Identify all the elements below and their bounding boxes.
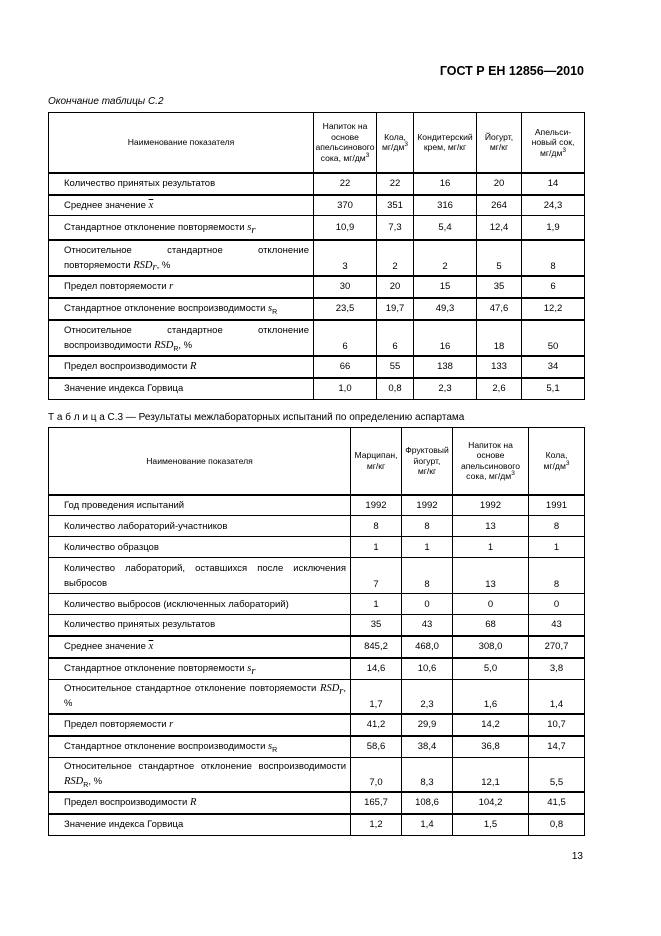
cell-value: 133 — [477, 356, 522, 378]
cell-value: 316 — [414, 195, 477, 216]
cell-value: 1992 — [402, 495, 453, 516]
cell-value: 1,0 — [314, 378, 377, 400]
cell-value: 3,8 — [529, 658, 585, 680]
row-label-text: Количество образцов — [64, 541, 159, 553]
row-label-text: Стандартное отклонение повторяемости — [64, 221, 245, 233]
table-row — [49, 658, 585, 680]
table-row — [49, 276, 585, 298]
table-row — [49, 636, 585, 658]
row-label — [49, 298, 314, 320]
table-c3-caption: Т а б л и ц а C.3 — Результаты межлабораторных испытаний по определению аспартама — [48, 412, 465, 423]
column-header — [529, 428, 585, 495]
cell-value: 68 — [453, 615, 529, 636]
row-label — [49, 758, 351, 792]
cell-value: 1,9 — [522, 216, 585, 240]
cell-value: 18 — [477, 320, 522, 356]
cell-value: 1992 — [453, 495, 529, 516]
cell-value: 5 — [477, 240, 522, 276]
cell-value: 0 — [529, 594, 585, 615]
cell-value: 66 — [314, 356, 377, 378]
cell-value: 138 — [414, 356, 477, 378]
row-label — [49, 173, 314, 195]
cell-value: 12,4 — [477, 216, 522, 240]
row-label-text: Стандартное отклонение воспроизводимости — [64, 303, 266, 314]
table-row — [49, 195, 585, 216]
cell-value: 0 — [453, 594, 529, 615]
column-header-line: мг/кг — [489, 142, 509, 153]
row-label-symbol: $s_r$ — [247, 221, 256, 236]
cell-value: 6 — [314, 320, 377, 356]
cell-value: 41,2 — [351, 714, 402, 736]
row-label-text: Предел воспроизводимости — [64, 797, 188, 808]
cell-value: 8 — [402, 558, 453, 594]
cell-value: 8 — [402, 516, 453, 537]
cell-value: 19,7 — [377, 298, 414, 320]
table-row — [49, 240, 585, 276]
cell-value: 43 — [402, 615, 453, 636]
column-header-line: Кола, — [545, 450, 568, 461]
row-label-text: Предел повторяемости — [64, 719, 167, 730]
row-label — [49, 195, 314, 216]
row-label — [49, 378, 314, 400]
row-label — [49, 792, 351, 814]
cell-value: 14 — [522, 173, 585, 195]
cell-value: 8,3 — [402, 758, 453, 792]
row-label-symbol: $\overline{x}$ — [148, 641, 154, 652]
column-header-line: Напиток на — [322, 121, 368, 132]
row-label-text: Количество принятых результатов — [64, 619, 216, 631]
cell-value: 22 — [314, 173, 377, 195]
column-header-line: Кондитерский — [417, 131, 473, 142]
cell-value: 58,6 — [351, 736, 402, 758]
row-label-symbol: $\overline{x}$ — [148, 199, 154, 211]
cell-value: 10,6 — [402, 658, 453, 680]
column-header-line: Кола, — [384, 131, 406, 142]
cell-value: 0,8 — [529, 814, 585, 836]
cell-value: 264 — [477, 195, 522, 216]
cell-value: 20 — [377, 276, 414, 298]
table-row — [49, 814, 585, 836]
column-header-line: апельсинового — [315, 142, 375, 153]
cell-value: 108,6 — [402, 792, 453, 814]
row-label — [49, 636, 351, 658]
table-row — [49, 615, 585, 636]
row-label — [49, 320, 314, 356]
row-label — [49, 216, 314, 240]
cell-value: 1 — [402, 537, 453, 558]
cell-value: 1 — [529, 537, 585, 558]
column-header — [453, 428, 529, 495]
cell-value: 1,6 — [453, 680, 529, 714]
row-label-symbol: $s_R$ — [268, 303, 278, 316]
cell-value: 1991 — [529, 495, 585, 516]
row-label — [49, 814, 351, 836]
column-header-line: мг/дм — [543, 460, 566, 471]
row-label-symbol: R — [189, 361, 197, 372]
cell-value: 2,3 — [402, 680, 453, 714]
row-label-text: Год проведения испытаний — [64, 499, 185, 511]
table-row — [49, 216, 585, 240]
column-header-line: мг/кг — [366, 460, 386, 471]
cell-value: 15 — [414, 276, 477, 298]
cell-value: 351 — [377, 195, 414, 216]
row-label — [49, 495, 351, 516]
cell-value: 370 — [314, 195, 377, 216]
cell-value: 0,8 — [377, 378, 414, 400]
cell-value: 47,6 — [477, 298, 522, 320]
cell-value: 1,7 — [351, 680, 402, 714]
column-header — [314, 113, 377, 173]
cell-value: 38,4 — [402, 736, 453, 758]
document-code: ГОСТ Р ЕН 12856—2010 — [439, 64, 584, 78]
cell-value: 55 — [377, 356, 414, 378]
table-row — [49, 378, 585, 400]
unit-superscript: 3 — [365, 151, 370, 159]
cell-value: 12,2 — [522, 298, 585, 320]
unit-superscript: 3 — [562, 146, 566, 154]
row-label-text: Стандартное отклонение воспроизводимости — [64, 741, 266, 753]
cell-value: 41,5 — [529, 792, 585, 814]
cell-value: 14,2 — [453, 714, 529, 736]
table-header-row — [49, 428, 585, 495]
cell-value: 104,2 — [453, 792, 529, 814]
cell-value: 7,0 — [351, 758, 402, 792]
row-label-symbol: r — [169, 719, 174, 730]
cell-value: 308,0 — [453, 636, 529, 658]
row-label — [49, 658, 351, 680]
row-label-text: Относительное стандартное отклонение повторяемости — [64, 683, 317, 695]
row-label-text: Количество лабораторий-участников — [64, 520, 228, 532]
row-label — [49, 356, 314, 378]
column-header-line: новый сок, — [531, 137, 575, 147]
cell-value: 24,3 — [522, 195, 585, 216]
cell-value: 10,7 — [529, 714, 585, 736]
column-header-name: Наименование показателя — [49, 428, 351, 495]
table-row — [49, 173, 585, 195]
table-row — [49, 298, 585, 320]
cell-value: 23,5 — [314, 298, 377, 320]
cell-value: 1 — [351, 594, 402, 615]
cell-value: 7,3 — [377, 216, 414, 240]
row-label-text: Предел повторяемости — [64, 281, 167, 292]
cell-value: 34 — [522, 356, 585, 378]
cell-value: 1 — [453, 537, 529, 558]
row-label-symbol: R — [189, 797, 197, 808]
table-c2 — [48, 112, 585, 400]
unit-superscript: 3 — [565, 459, 570, 467]
column-header — [377, 113, 414, 173]
row-label — [49, 276, 314, 298]
row-label — [49, 594, 351, 615]
cell-value: 14,7 — [529, 736, 585, 758]
cell-value: 2,6 — [477, 378, 522, 400]
cell-value: 0 — [402, 594, 453, 615]
table-row — [49, 320, 585, 356]
table-row — [49, 758, 585, 792]
cell-value: 14,6 — [351, 658, 402, 680]
cell-value: 1,4 — [529, 680, 585, 714]
cell-value: 50 — [522, 320, 585, 356]
cell-value: 165,7 — [351, 792, 402, 814]
table-row — [49, 594, 585, 615]
cell-value: 30 — [314, 276, 377, 298]
row-label-text: Значение индекса Горвица — [64, 383, 184, 395]
row-label-symbol: $s_r$ — [247, 663, 256, 678]
page-number: 13 — [571, 851, 583, 862]
row-label — [49, 558, 351, 594]
cell-value: 2,3 — [414, 378, 477, 400]
table-row — [49, 714, 585, 736]
column-header-name: Наименование показателя — [49, 113, 314, 173]
cell-value: 43 — [529, 615, 585, 636]
cell-value: 1,4 — [402, 814, 453, 836]
cell-value: 16 — [414, 173, 477, 195]
row-label-text: Относительное стандартное отклонение воспроизводимости — [64, 324, 309, 351]
column-header-line: мг/кг — [417, 466, 437, 476]
cell-value: 845,2 — [351, 636, 402, 658]
cell-value: 35 — [351, 615, 402, 636]
cell-value: 20 — [477, 173, 522, 195]
column-header-line: основе — [476, 450, 505, 461]
unit-superscript: 3 — [404, 141, 408, 149]
table-row — [49, 736, 585, 758]
cell-value: 12,1 — [453, 758, 529, 792]
row-label-symbol: $RSD_r$, % — [64, 683, 347, 710]
row-label-text: Относительное стандартное отклонение повторяемости — [64, 244, 309, 271]
row-label-text: Предел воспроизводимости — [64, 361, 188, 372]
cell-value: 2 — [414, 240, 477, 276]
row-label-text: Количество принятых результатов — [64, 178, 216, 189]
column-header-line: йогурт, — [413, 455, 441, 466]
row-label — [49, 537, 351, 558]
column-header — [522, 113, 585, 173]
table-row — [49, 680, 585, 714]
cell-value: 29,9 — [402, 714, 453, 736]
column-header-line: крем, мг/кг — [423, 142, 467, 153]
row-label-symbol: $RSD_R$, % — [154, 339, 193, 353]
table-header-row — [49, 113, 585, 173]
table-c2-caption: Окончание таблицы C.2 — [48, 96, 164, 107]
cell-value: 8 — [522, 240, 585, 276]
column-header — [414, 113, 477, 173]
column-header-line: мг/дм — [382, 142, 405, 153]
column-header-line: сока, мг/дм — [320, 152, 366, 163]
column-header-line: Йогурт, — [484, 131, 514, 142]
cell-value: 10,9 — [314, 216, 377, 240]
cell-value: 49,3 — [414, 298, 477, 320]
table-row — [49, 356, 585, 378]
cell-value: 1 — [351, 537, 402, 558]
column-header-line: Напиток на — [468, 439, 513, 450]
row-label-text: Среднее значение — [64, 641, 146, 652]
cell-value: 22 — [377, 173, 414, 195]
cell-value: 3 — [314, 240, 377, 276]
cell-value: 5,4 — [414, 216, 477, 240]
cell-value: 36,8 — [453, 736, 529, 758]
column-header-line: Марципан, — [354, 450, 398, 461]
cell-value: 8 — [351, 516, 402, 537]
row-label-text: Количество выбросов (исключенных лабораторий) — [64, 598, 289, 610]
cell-value: 8 — [529, 516, 585, 537]
cell-value: 1,2 — [351, 814, 402, 836]
cell-value: 5,5 — [529, 758, 585, 792]
column-header — [402, 428, 453, 495]
table-row — [49, 516, 585, 537]
cell-value: 5,0 — [453, 658, 529, 680]
column-header-line: мг/дм — [540, 147, 563, 158]
column-header-line: Фруктовый — [405, 445, 449, 455]
column-header — [477, 113, 522, 173]
row-label-symbol: $s_R$ — [268, 741, 278, 755]
table-row — [49, 537, 585, 558]
table-row — [49, 495, 585, 516]
table-row — [49, 558, 585, 594]
unit-superscript: 3 — [511, 470, 515, 478]
row-label-symbol: $RSD_R$, % — [64, 776, 103, 790]
row-label — [49, 240, 314, 276]
cell-value: 468,0 — [402, 636, 453, 658]
table-c3 — [48, 427, 585, 836]
cell-value: 1,5 — [453, 814, 529, 836]
row-label-text: Относительное стандартное отклонение воспроизводимости — [64, 761, 346, 773]
cell-value: 8 — [529, 558, 585, 594]
cell-value: 7 — [351, 558, 402, 594]
cell-value: 35 — [477, 276, 522, 298]
row-label-text: Среднее значение — [64, 199, 146, 211]
cell-value: 6 — [522, 276, 585, 298]
cell-value: 1992 — [351, 495, 402, 516]
cell-value: 270,7 — [529, 636, 585, 658]
row-label — [49, 714, 351, 736]
column-header-line: Апельси- — [534, 126, 572, 137]
row-label — [49, 516, 351, 537]
row-label-text: Значение индекса Горвица — [64, 819, 184, 831]
row-label — [49, 736, 351, 758]
cell-value: 13 — [453, 558, 529, 594]
row-label-symbol: r — [169, 281, 174, 292]
row-label-text: Количество лабораторий, оставшихся после исключения выбросов — [64, 562, 346, 589]
column-header-line: основе — [331, 131, 359, 142]
cell-value: 2 — [377, 240, 414, 276]
row-label — [49, 615, 351, 636]
table-row — [49, 792, 585, 814]
cell-value: 5,1 — [522, 378, 585, 400]
row-label — [49, 680, 351, 714]
row-label-symbol: $RSD_r$, % — [133, 259, 171, 274]
cell-value: 13 — [453, 516, 529, 537]
column-header-line: апельсинового — [460, 460, 520, 471]
column-header-line: сока, мг/дм — [466, 471, 512, 482]
row-label-text: Стандартное отклонение повторяемости — [64, 663, 245, 675]
column-header — [351, 428, 402, 495]
cell-value: 6 — [377, 320, 414, 356]
cell-value: 16 — [414, 320, 477, 356]
